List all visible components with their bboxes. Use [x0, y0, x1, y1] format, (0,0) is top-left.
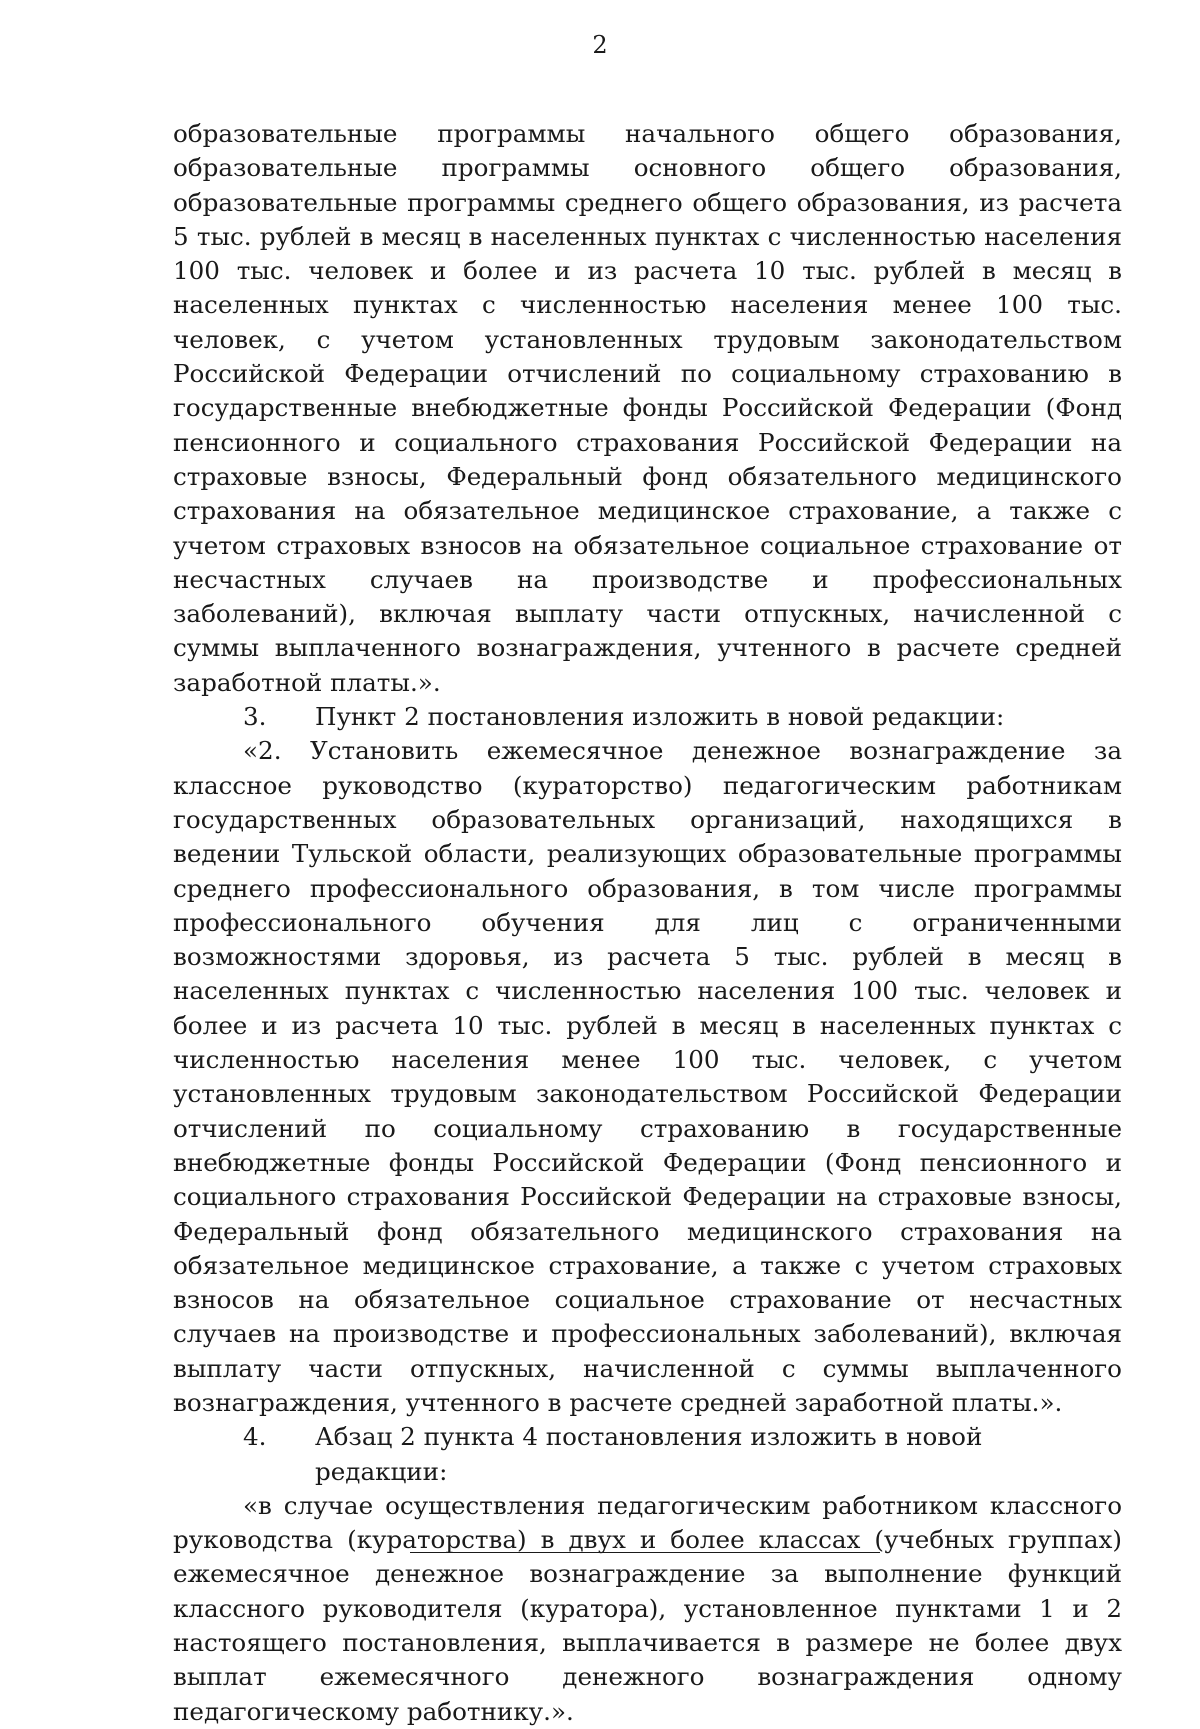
paragraph-continuation: образовательные программы начального общего образования, образовательные программы основного общего образования, образовательные программы среднего общего образования, из расчета 5 тыс. рублей в месяц в населенных пунктах с численностью населения 100 тыс. человек и более и из расчета 10 тыс. рублей в месяц в населенных пунктах с численностью населения менее 100 тыс. человек, с учетом установленных трудовым законодательством Российской Федерации отчислений по социальному страхованию в государственные внебюджетные фонды Российской Федерации (Фонд пенсионного и социального страхования Российской Федерации на страховые взносы, Федеральный фонд обязательного медицинского страхования на обязательное медицинское страхование, а также с учетом страховых взносов на обязательное социальное страхование от несчастных случаев на производстве и профессиональных заболеваний), включая выплату части отпускных, начисленной с суммы выплаченного вознаграждения, учтенного в расчете средней заработной платы.». [173, 119, 1122, 697]
paragraph-quote-3: «в случае осуществления педагогическим работником классного руководства (кураторства) в двух и более классах (учебных группах) ежемесячное денежное вознаграждение за выполнение функций классного руководителя (куратора), установленное пунктами 1 и 2 настоящего постановления, выплачивается в размере не более двух выплат ежемесячного денежного вознаграждения одному педагогическому работнику.». [173, 1490, 1122, 1726]
list-item-number: 4. [243, 1422, 267, 1452]
list-item-number: 3. [243, 702, 267, 732]
closing-divider [410, 1552, 880, 1553]
document-body [173, 117, 1122, 1729]
list-item-text: Пункт 2 постановления изложить в новой редакции: [315, 702, 1005, 732]
list-item-text: Абзац 2 пункта 4 постановления изложить в новой редакции: [315, 1422, 983, 1486]
list-item-4 [173, 1420, 1122, 1489]
page-number: 2 [592, 31, 608, 59]
list-item-3 [173, 700, 1122, 734]
paragraph-quote-2: «2. Установить ежемесячное денежное вознаграждение за классное руководство (кураторство) педагогическим работникам государственных образовательных организаций, находящихся в ведении Тульской области, реализующих образовательные программы среднего профессионального образования, в том числе программы профессионального обучения для лиц с ограниченными возможностями здоровья, из расчета 5 тыс. рублей в месяц в населенных пунктах с численностью населения 100 тыс. человек и более и из расчета 10 тыс. рублей в месяц в населенных пунктах с численностью населения менее 100 тыс. человек, с учетом установленных трудовым законодательством Российской Федерации отчислений по социальному страхованию в государственные внебюджетные фонды Российской Федерации (Фонд пенсионного и социального страхования Российской Федерации на страховые взносы, Федеральный фонд обязательного медицинского страхования на обязательное медицинское страхование, а также с учетом страховых взносов на обязательное социальное страхование от несчастных случаев на производстве и профессиональных заболеваний), включая выплату части отпускных, начисленной с суммы выплаченного вознаграждения, учтенного в расчете средней заработной платы.». [173, 736, 1122, 1417]
